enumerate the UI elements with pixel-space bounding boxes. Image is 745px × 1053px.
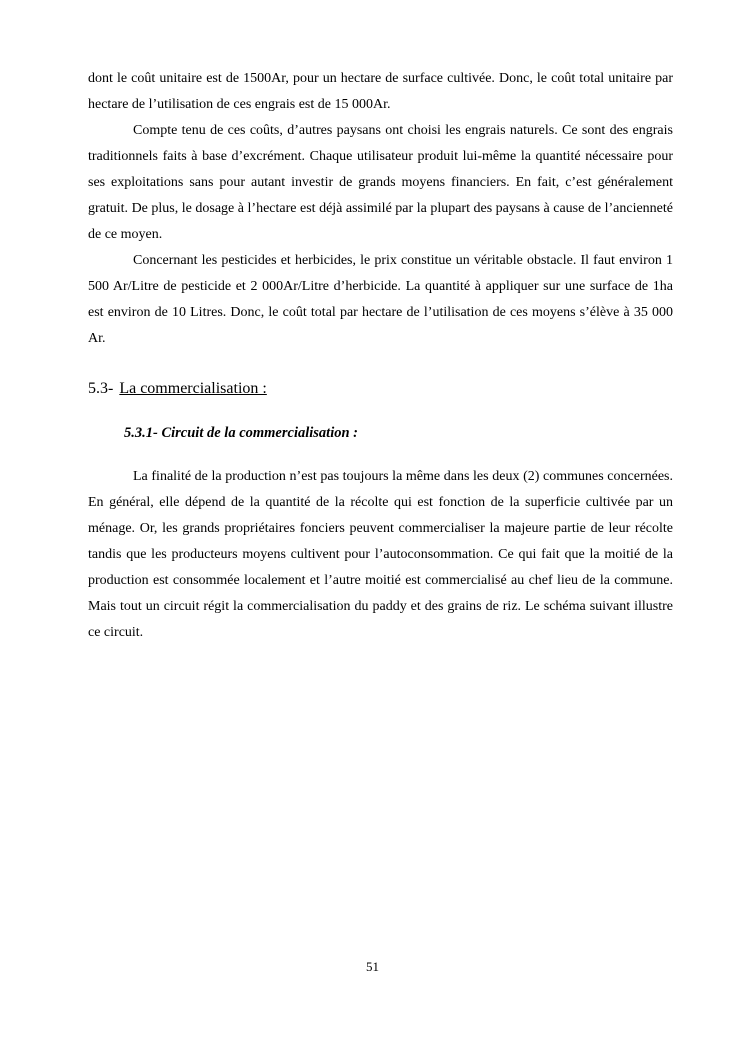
paragraph-commercialisation: La finalité de la production n’est pas toujours la même dans les deux (2) communes concernées. En général, elle dépend de la quantité de la récolte qui est fonction de la superficie cultivée par un ménage. Or, les grands propriétaires fonciers peuvent commercialiser la majeure partie de leur récolte tandis que les producteurs moyens cultivent pour l’autoconsommation. Ce qui fait que la moitié de la production est consommée localement et l’autre moitié est commercialisé au chef lieu de la commune. Mais tout un circuit régit la commercialisation du paddy et des grains de riz. Le schéma suivant illustre ce circuit. (88, 469, 673, 640)
section-heading (88, 378, 673, 400)
page-content (88, 66, 673, 646)
section-number: 5.3- (88, 380, 114, 397)
paragraph-pesticides-herbicides: Concernant les pesticides et herbicides, le prix constitue un véritable obstacle. Il faut environ 1 500 Ar/Litre de pesticide et 2 000Ar/Litre d’herbicide. La quantité à appliquer sur une surface de 1ha est environ de 10 Litres. Donc, le coût total par hectare de l’utilisation de ces moyens s’élève à 35 000 Ar. (88, 253, 673, 346)
subsection-heading: 5.3.1- Circuit de la commercialisation : (124, 425, 359, 441)
page-number: 51 (366, 959, 379, 974)
paragraph-cost-continuation: dont le coût unitaire est de 1500Ar, pour un hectare de surface cultivée. Donc, le coût total unitaire par hectare de l’utilisation de ces engrais est de 15 000Ar. (88, 71, 673, 112)
paragraph-natural-fertilizers: Compte tenu de ces coûts, d’autres paysans ont choisi les engrais naturels. Ce sont des engrais traditionnels faits à base d’excrément. Chaque utilisateur produit lui-même la quantité nécessaire pour ses exploitations sans pour autant investir de grands moyens financiers. En fait, c’est généralement gratuit. De plus, le dosage à l’hectare est déjà assimilé par la plupart des paysans à cause de l’ancienneté de ce moyen. (88, 123, 673, 242)
section-title: La commercialisation : (119, 380, 267, 397)
